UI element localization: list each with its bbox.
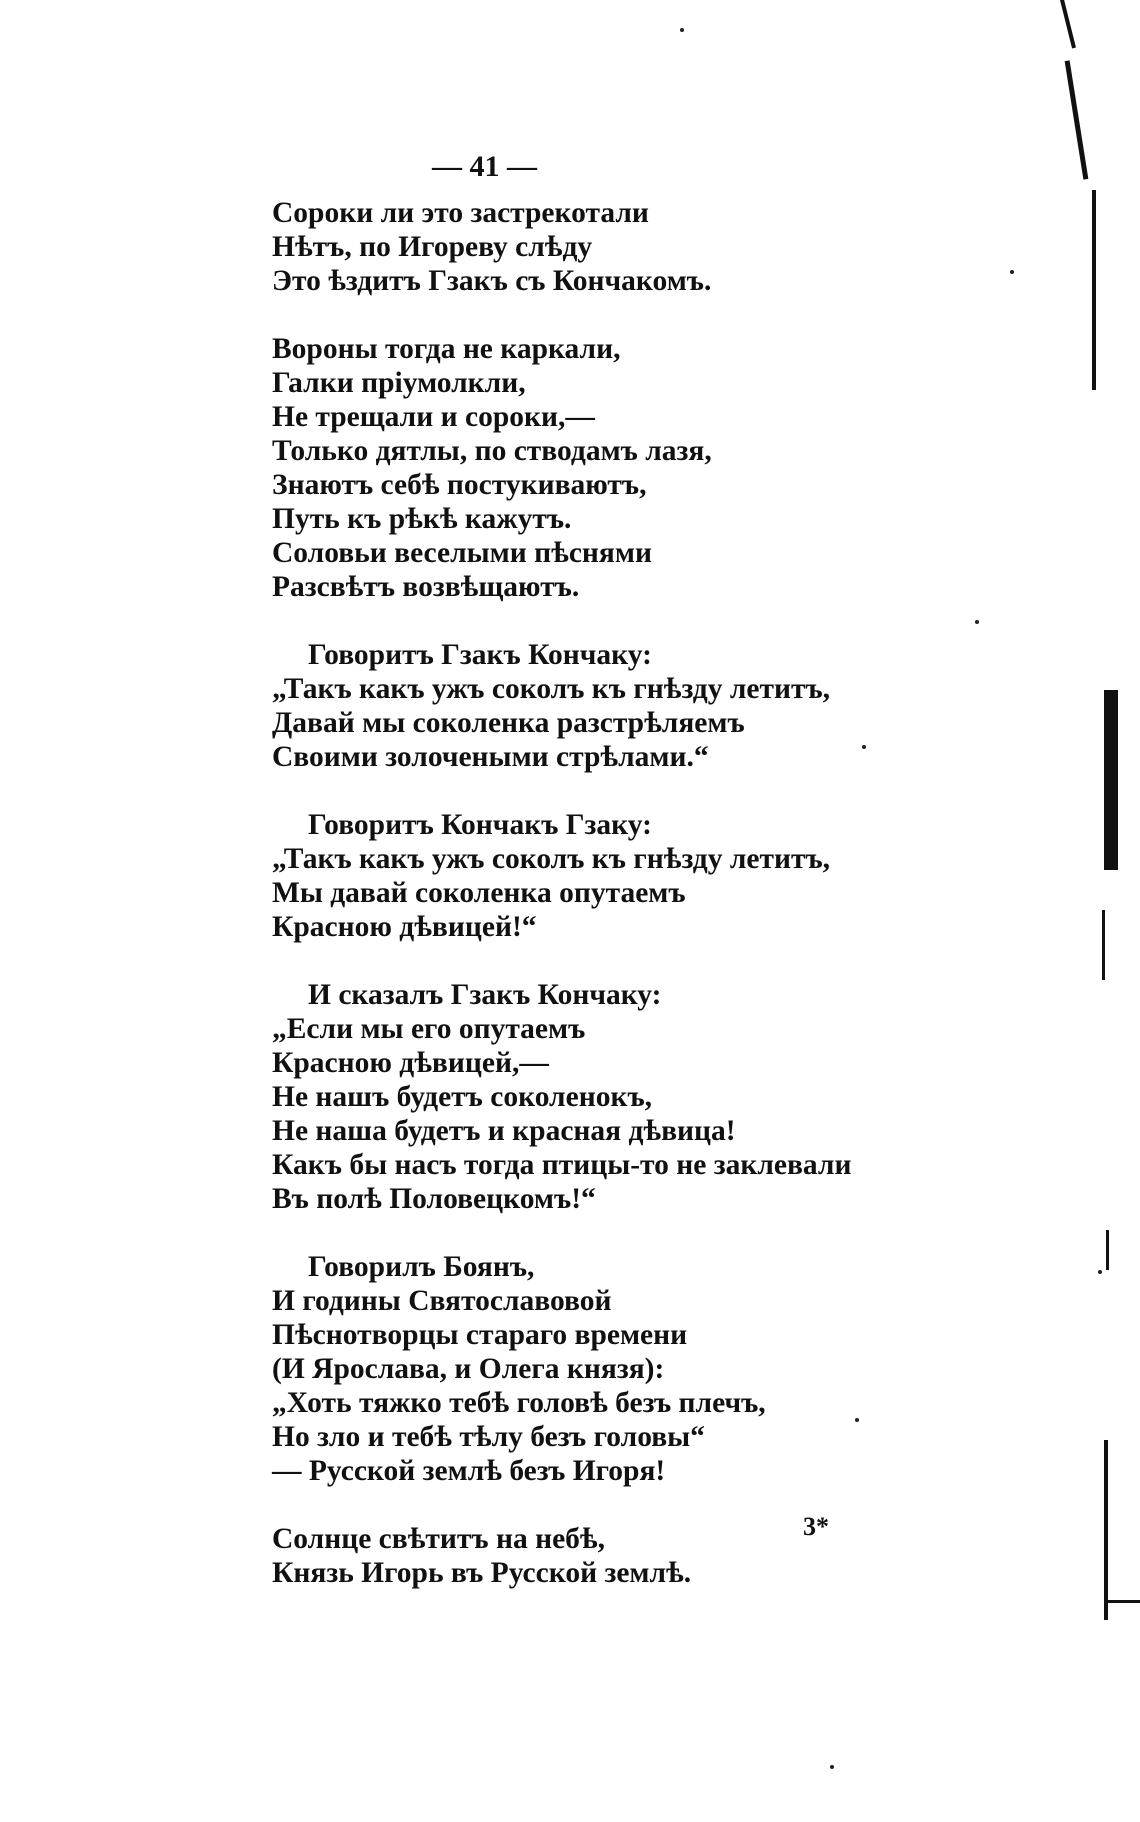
verse-line: Не трещали и сороки,—: [272, 401, 595, 433]
verse-line: Пѣснотворцы стараго времени: [272, 1319, 688, 1351]
scan-edge-mark: [1102, 910, 1105, 980]
verse-line: (И Ярослава, и Олега князя):: [272, 1353, 665, 1385]
verse-line: Соловьи веселыми пѣснями: [272, 537, 652, 569]
verse-line: Не нашъ будетъ соколенокъ,: [272, 1081, 653, 1113]
stanza: [272, 332, 1072, 604]
scan-speck: [975, 620, 979, 624]
verse-line: Солнце свѣтитъ на небѣ,: [272, 1523, 605, 1555]
scan-edge-mark: [1092, 190, 1096, 390]
verse-line: „Если мы его опутаемъ: [272, 1013, 586, 1045]
scan-edge-mark: [1104, 1440, 1108, 1620]
verse-line: Князь Игорь въ Русской землѣ.: [272, 1557, 692, 1589]
scan-speck: [862, 745, 866, 749]
verse-line: Мы давай соколенка опутаемъ: [272, 877, 686, 909]
verse-line: Знаютъ себѣ постукиваютъ,: [272, 469, 647, 501]
verse-line: „Хоть тяжко тебѣ головѣ безъ плечъ,: [272, 1387, 766, 1419]
stanza: [272, 808, 1072, 944]
verse-line: И сказалъ Гзакъ Кончаку:: [308, 979, 662, 1011]
verse-line: Красною дѣвицей,—: [272, 1047, 549, 1079]
stanza: [272, 196, 1072, 298]
signature-mark: 3*: [803, 1512, 829, 1541]
verse-line: Галки пріумолкли,: [272, 367, 526, 399]
verse-line: Своими золочеными стрѣлами.“: [272, 741, 709, 773]
verse-line: И годины Святославовой: [272, 1285, 612, 1317]
verse-line: Это ѣздитъ Гзакъ съ Кончакомъ.: [272, 265, 712, 297]
verse-line: Красною дѣвицей!“: [272, 911, 537, 943]
verse-line: Говоритъ Кончакъ Гзаку:: [308, 809, 652, 841]
verse-line: Говорилъ Боянъ,: [308, 1251, 535, 1283]
scan-edge-mark: [1108, 1600, 1140, 1603]
verse-line: Сороки ли это застрекотали: [272, 197, 649, 229]
verse-line: Какъ бы насъ тогда птицы-то не заклевали: [272, 1149, 852, 1181]
verse-line: Разсвѣтъ возвѣщаютъ.: [272, 571, 580, 603]
verse-line: Говоритъ Гзакъ Кончаку:: [308, 639, 652, 671]
verse-line: — Русской землѣ безъ Игоря!: [272, 1455, 666, 1487]
scan-speck: [855, 1418, 859, 1422]
verse-line: Путь къ рѣкѣ кажутъ.: [272, 503, 572, 535]
verse-line: „Такъ какъ ужъ соколъ къ гнѣзду летитъ,: [272, 673, 831, 705]
scan-speck: [1010, 270, 1014, 274]
verse-line: Вороны тогда не каркали,: [272, 333, 621, 365]
verse-line: „Такъ какъ ужъ соколъ къ гнѣзду летитъ,: [272, 843, 831, 875]
verse-line: Только дятлы, по стводамъ лазя,: [272, 435, 712, 467]
verse-line: Но зло и тебѣ тѣлу безъ головы“: [272, 1421, 705, 1453]
verse-line: Нѣтъ, по Игореву слѣду: [272, 231, 593, 263]
scan-edge-mark: [1106, 1230, 1109, 1270]
stanza: [272, 978, 1072, 1216]
scan-speck: [830, 1765, 834, 1769]
scan-edge-mark: [1065, 60, 1089, 179]
verse-line: Въ полѣ Половецкомъ!“: [272, 1183, 596, 1215]
scan-edge-mark: [1104, 690, 1118, 870]
page-number: — 41 —: [432, 150, 537, 183]
scan-speck: [1098, 1270, 1102, 1274]
stanza: [272, 1522, 1072, 1590]
scan-edge-mark: [1060, 0, 1076, 49]
verse-line: Не наша будетъ и красная дѣвица!: [272, 1115, 736, 1147]
stanza: [272, 638, 1072, 774]
stanza: [272, 1250, 1072, 1488]
scan-speck: [680, 28, 684, 32]
verse-line: Давай мы соколенка разстрѣляемъ: [272, 707, 745, 739]
poem-text: [272, 196, 1072, 1590]
